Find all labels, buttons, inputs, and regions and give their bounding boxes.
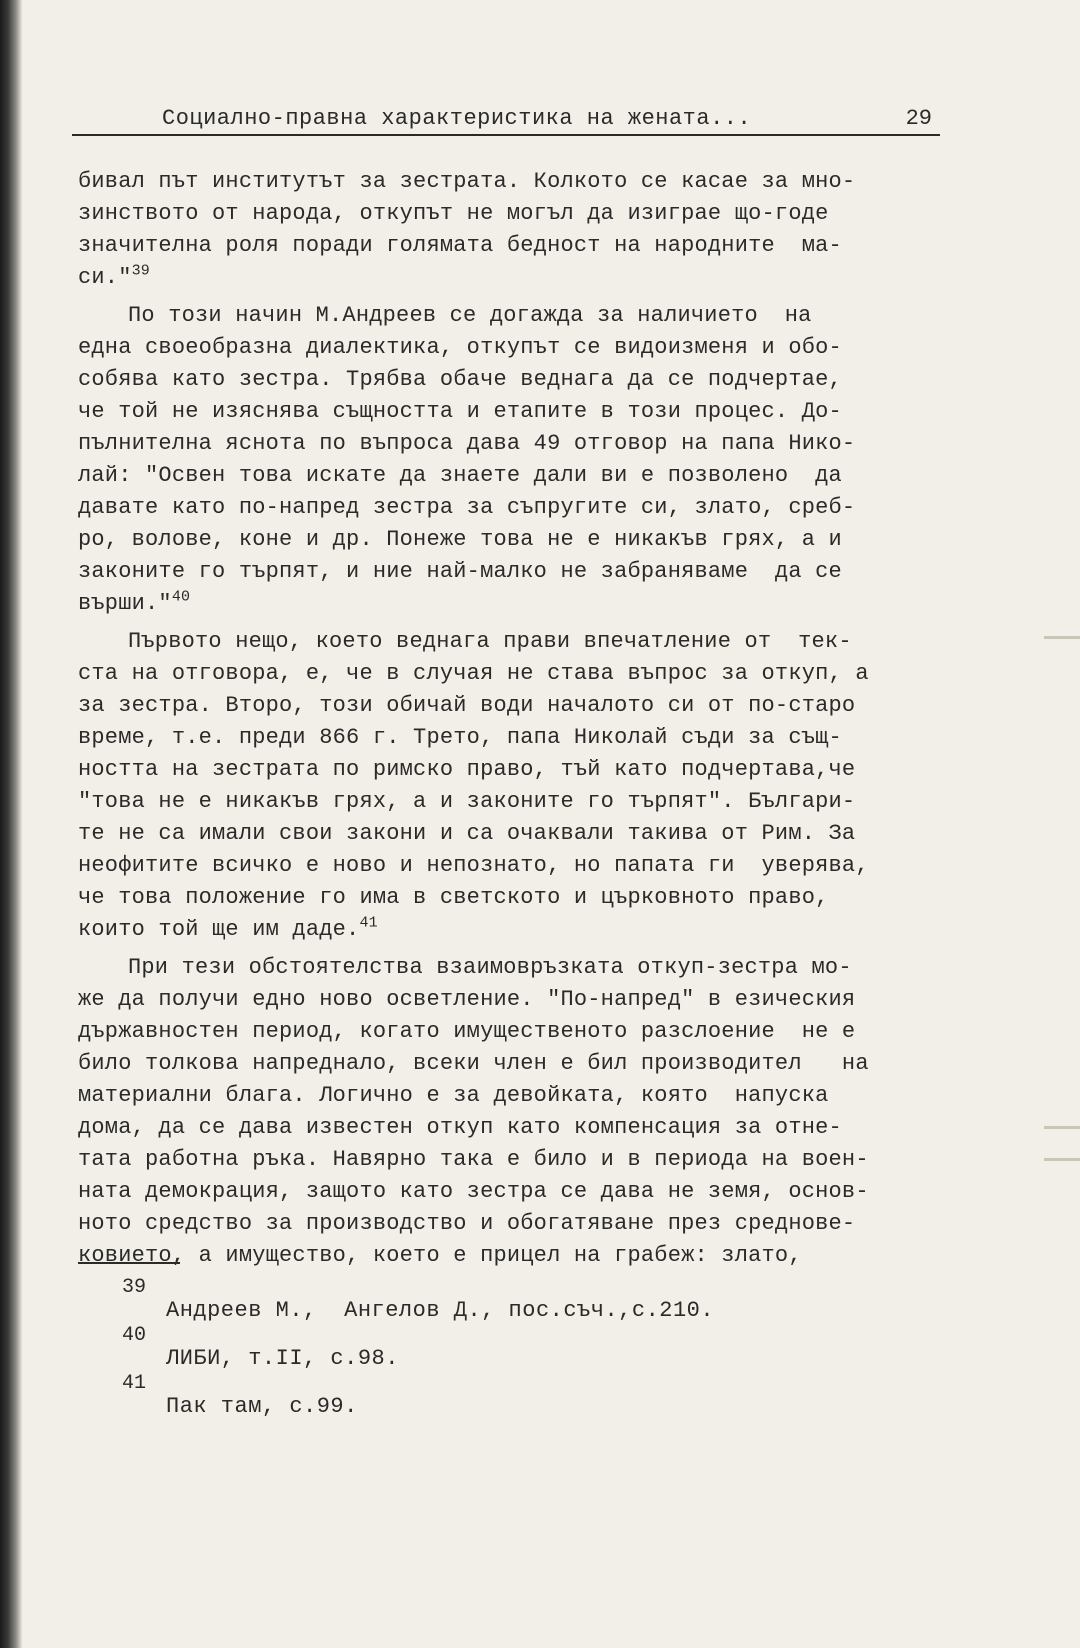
text-line: те не са имали свои закони и са очаквали такива от Рим. За: [78, 821, 856, 846]
text-line: Първото нещо, което веднага прави впечатление от тек-: [128, 629, 852, 654]
text-line: ността на зестрата по римско право, тъй като подчертава,че: [78, 757, 856, 782]
text-line: неофитите всичко е ново и непознато, но папата ги уверява,: [78, 853, 869, 878]
footnote-separator: [78, 1262, 180, 1264]
text-line: лай: "Освен това искате да знаете дали ви е позволено да: [78, 463, 842, 488]
text-line: ковието, а имущество, което е прицел на грабеж: злато,: [78, 1243, 802, 1268]
footnote-text: Пак там, с.99.: [166, 1394, 358, 1419]
text-line: тата работна ръка. Навярно така е било и в периода на воен-: [78, 1147, 869, 1172]
footnote-marker[interactable]: 41: [359, 914, 378, 932]
text-line: че това положение го има в светското и църковното право,: [78, 885, 829, 910]
book-spine-shadow: [0, 0, 22, 1648]
footnotes-section: [78, 1262, 838, 1420]
footnote-marker[interactable]: 39: [131, 262, 151, 280]
page-smudge: [1044, 636, 1080, 639]
text-line: държавностен период, когато имущественото разслоение не е: [78, 1019, 856, 1044]
footnote: [78, 1276, 838, 1324]
text-line: собява като зестра. Трябва обаче веднага да се подчертае,: [78, 367, 842, 392]
footnote: [78, 1324, 838, 1372]
text-line: [78, 588, 940, 620]
text-line: дома, да се дава известен откуп като компенсация за отне-: [78, 1115, 842, 1140]
page-number: 29: [905, 106, 932, 131]
text-line: По този начин М.Андреев се догажда за наличието на: [128, 303, 812, 328]
footnote-number: 40: [122, 1324, 147, 1347]
body-text: [78, 166, 940, 1278]
text-line-content: които той ще им даде.: [78, 917, 360, 942]
text-line: една своеобразна диалектика, откупът се видоизменя и обо-: [78, 335, 842, 360]
text-line: ната демокрация, защото като зестра се дава не земя, основ-: [78, 1179, 869, 1204]
text-line-content: си.": [78, 265, 132, 290]
text-line: "това не е никакъв грях, а и законите го търпят". Българи-: [78, 789, 856, 814]
running-header: [72, 104, 940, 136]
footnote-marker[interactable]: 40: [171, 588, 191, 606]
footnote-number: 41: [122, 1372, 147, 1395]
page-smudge: [1044, 1126, 1080, 1129]
paragraph: [78, 166, 940, 294]
text-line: ро, волове, коне и др. Понеже това не е никакъв грях, а и: [78, 527, 842, 552]
text-line-content: върши.": [78, 591, 172, 616]
footnote-text: Андреев М., Ангелов Д., пос.съч.,с.210.: [166, 1298, 715, 1323]
text-line: ното средство за производство и обогатяване през среднове-: [78, 1211, 856, 1236]
text-line: [78, 262, 940, 294]
text-line: зинството от народа, откупът не могъл да изиграе що-годе: [78, 201, 829, 226]
footnote-text: ЛИБИ, т.II, с.98.: [166, 1346, 399, 1371]
paragraph: [78, 952, 940, 1272]
paragraph: [78, 626, 940, 946]
paragraph: [78, 300, 940, 620]
text-line: бивал път институтът за зестрата. Колкото се касае за мно-: [78, 169, 856, 194]
text-line: за зестра. Второ, този обичай води началото си от по-старо: [78, 693, 856, 718]
text-line: же да получи едно ново осветление. "По-напред" в езическия: [78, 987, 856, 1012]
text-line: материални блага. Логично е за девойката, която напуска: [78, 1083, 829, 1108]
footnote: [78, 1372, 838, 1420]
text-line: било толкова напреднало, всеки член е бил производител на: [78, 1051, 869, 1076]
footnote-number: 39: [122, 1276, 147, 1299]
text-line: пълнителна яснота по въпроса дава 49 отговор на папа Нико-: [78, 431, 856, 456]
text-line: законите го търпят, и ние най-малко не забраняваме да се: [78, 559, 842, 584]
text-line: значителна роля поради голямата бедност на народните ма-: [78, 233, 842, 258]
text-line: давате като по-напред зестра за съпругите си, злато, среб-: [78, 495, 856, 520]
text-line: ста на отговора, е, че в случая не става въпрос за откуп, а: [78, 661, 869, 686]
page-smudge: [1044, 1158, 1080, 1161]
text-line: че той не изяснява същността и етапите в този процес. До-: [78, 399, 842, 424]
text-line: [78, 914, 940, 946]
running-header-title: Социално-правна характеристика на жената...: [162, 106, 752, 131]
text-line: време, т.е. преди 866 г. Трето, папа Николай съди за същ-: [78, 725, 842, 750]
text-line: При тези обстоятелства взаимовръзката откуп-зестра мо-: [128, 955, 852, 980]
